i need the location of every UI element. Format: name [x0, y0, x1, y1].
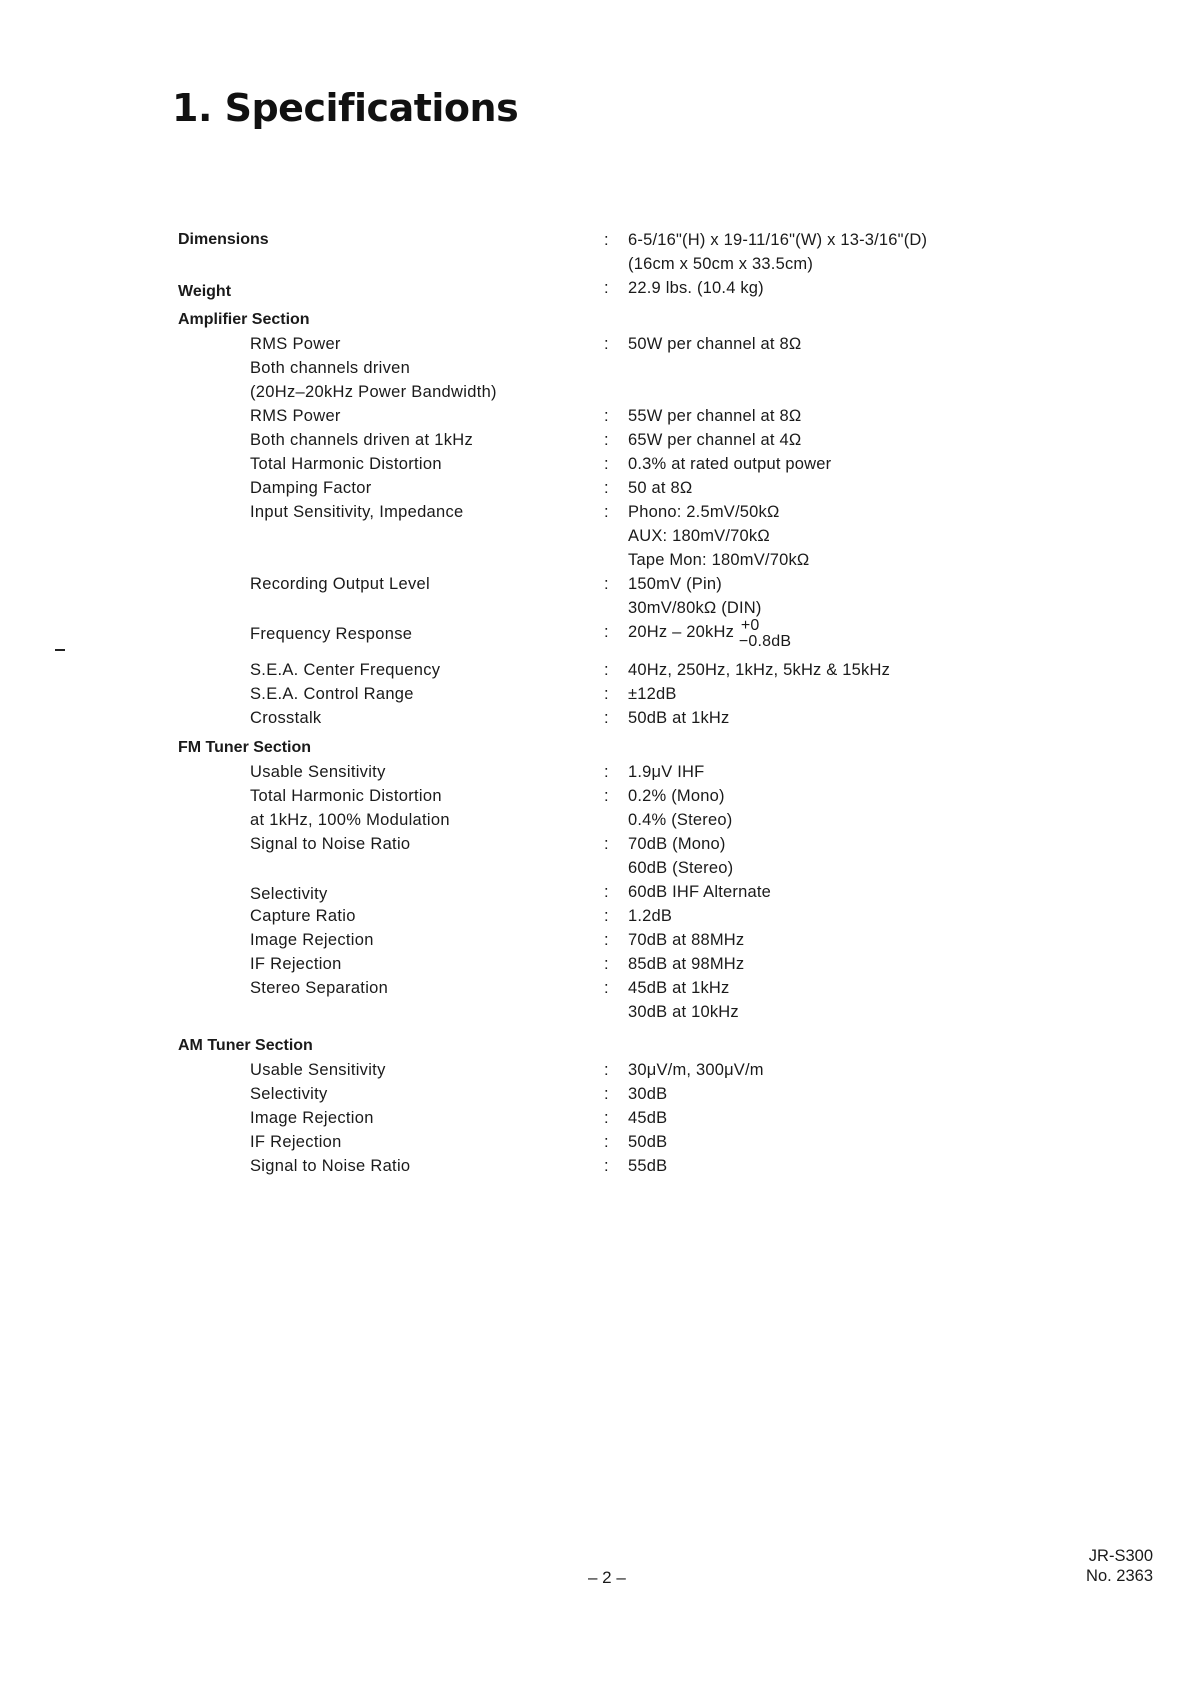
spec-label: S.E.A. Center Frequency: [250, 661, 441, 679]
spec-label: Signal to Noise Ratio: [250, 1157, 411, 1175]
spec-row-dimensions-cont: [0, 252, 1191, 276]
section-heading-am: [0, 1034, 1191, 1058]
spec-row: [0, 976, 1191, 1000]
spec-row: [0, 1106, 1191, 1130]
colon-separator: :: [604, 931, 609, 949]
spec-row: [0, 928, 1191, 952]
spec-value: 22.9 lbs. (10.4 kg): [628, 279, 764, 297]
spec-label: Frequency Response: [250, 625, 413, 643]
spec-row: [0, 596, 1191, 620]
spec-row: [0, 1082, 1191, 1106]
spec-label: (20Hz–20kHz Power Bandwidth): [250, 383, 497, 401]
colon-separator: :: [604, 763, 609, 781]
colon-separator: :: [604, 1109, 609, 1127]
spec-row: [0, 1058, 1191, 1082]
spec-label: IF Rejection: [250, 1133, 342, 1151]
spec-value: 6-5/16"(H) x 19-11/16"(W) x 13-3/16"(D): [628, 231, 928, 249]
spec-value: 60dB IHF Alternate: [628, 883, 772, 901]
colon-separator: :: [604, 623, 609, 641]
spec-value: [628, 617, 799, 650]
page-title: 1. Specifications: [172, 86, 519, 130]
spec-row: [0, 524, 1191, 548]
colon-separator: :: [604, 503, 609, 521]
spec-value: 30dB at 10kHz: [628, 1003, 739, 1021]
colon-separator: :: [604, 661, 609, 679]
spec-label: Usable Sensitivity: [250, 1061, 386, 1079]
freq-tolerance: [738, 617, 799, 650]
colon-separator: :: [604, 955, 609, 973]
spec-value: 85dB at 98MHz: [628, 955, 745, 973]
spec-value: 0.2% (Mono): [628, 787, 725, 805]
spec-label: Total Harmonic Distortion: [250, 787, 442, 805]
spec-label: Selectivity: [250, 885, 328, 903]
spec-value: 0.4% (Stereo): [628, 811, 733, 829]
margin-mark: [55, 649, 65, 651]
spec-label: IF Rejection: [250, 955, 342, 973]
spec-value: 30dB: [628, 1085, 668, 1103]
spec-row: [0, 476, 1191, 500]
spec-value: Phono: 2.5mV/50kΩ: [628, 503, 780, 521]
spec-row: [0, 1154, 1191, 1178]
colon-separator: :: [604, 979, 609, 997]
spec-row: [0, 880, 1191, 904]
spec-label: Stereo Separation: [250, 979, 389, 997]
spec-value: 55W per channel at 8Ω: [628, 407, 802, 425]
spec-row: [0, 760, 1191, 784]
spec-value: 55dB: [628, 1157, 668, 1175]
spec-row: [0, 904, 1191, 928]
specifications-table: [0, 228, 1191, 1178]
section-heading: FM Tuner Section: [178, 739, 312, 756]
section-heading: Amplifier Section: [178, 311, 310, 328]
freq-range: 20Hz – 20kHz: [628, 623, 735, 641]
spec-label: Capture Ratio: [250, 907, 356, 925]
spec-label: Image Rejection: [250, 931, 374, 949]
spec-label: Input Sensitivity, Impedance: [250, 503, 464, 521]
spec-value: ±12dB: [628, 685, 677, 703]
colon-separator: :: [604, 479, 609, 497]
spec-value: 30μV/m, 300μV/m: [628, 1061, 764, 1079]
spec-label: Total Harmonic Distortion: [250, 455, 442, 473]
colon-separator: :: [604, 407, 609, 425]
spec-value: 0.3% at rated output power: [628, 455, 832, 473]
spec-row: [0, 332, 1191, 356]
spec-label: Weight: [178, 283, 232, 300]
spec-label: Crosstalk: [250, 709, 322, 727]
colon-separator: :: [604, 907, 609, 925]
colon-separator: :: [604, 431, 609, 449]
spec-row: [0, 784, 1191, 808]
spec-row: [0, 500, 1191, 524]
spec-row: [0, 1130, 1191, 1154]
spec-value: 45dB: [628, 1109, 668, 1127]
spec-row: [0, 572, 1191, 596]
spec-row-dimensions: [0, 228, 1191, 252]
spec-label: RMS Power: [250, 407, 341, 425]
colon-separator: :: [604, 231, 609, 249]
spec-row: [0, 952, 1191, 976]
colon-separator: :: [604, 709, 609, 727]
spec-value: (16cm x 50cm x 33.5cm): [628, 255, 814, 273]
spec-value: AUX: 180mV/70kΩ: [628, 527, 770, 545]
spec-label: at 1kHz, 100% Modulation: [250, 811, 450, 829]
spec-row: [0, 404, 1191, 428]
spec-label: Dimensions: [178, 231, 269, 248]
spec-value: 50dB: [628, 1133, 668, 1151]
spec-value: 1.2dB: [628, 907, 673, 925]
model-name: JR-S300: [1088, 1547, 1153, 1565]
freq-tolerance-upper: +0: [740, 617, 760, 634]
freq-tolerance-lower: −0.8dB: [738, 633, 792, 650]
colon-separator: :: [604, 455, 609, 473]
spec-label: Damping Factor: [250, 479, 372, 497]
spec-row: [0, 658, 1191, 682]
spec-value: 1.9μV IHF: [628, 763, 705, 781]
colon-separator: :: [604, 883, 609, 901]
spec-row-frequency: [0, 617, 1191, 658]
spec-value: Tape Mon: 180mV/70kΩ: [628, 551, 810, 569]
spec-label: Selectivity: [250, 1085, 328, 1103]
section-heading: AM Tuner Section: [178, 1037, 313, 1054]
colon-separator: :: [604, 685, 609, 703]
spec-row: [0, 380, 1191, 404]
spec-label: Signal to Noise Ratio: [250, 835, 411, 853]
spec-label: S.E.A. Control Range: [250, 685, 414, 703]
spec-value: 50 at 8Ω: [628, 479, 693, 497]
spec-row: [0, 856, 1191, 880]
spec-row: [0, 682, 1191, 706]
model-info: [1086, 1546, 1153, 1586]
colon-separator: :: [604, 1157, 609, 1175]
spec-label: RMS Power: [250, 335, 341, 353]
spec-row: [0, 356, 1191, 380]
spec-value: 70dB (Mono): [628, 835, 726, 853]
spec-label: Usable Sensitivity: [250, 763, 386, 781]
spec-row-weight: [0, 276, 1191, 300]
colon-separator: :: [604, 1133, 609, 1151]
spec-label: Both channels driven: [250, 359, 411, 377]
spec-value: 50W per channel at 8Ω: [628, 335, 802, 353]
spec-value: 50dB at 1kHz: [628, 709, 730, 727]
spec-value: 40Hz, 250Hz, 1kHz, 5kHz & 15kHz: [628, 661, 891, 679]
spec-value: 65W per channel at 4Ω: [628, 431, 802, 449]
spec-value: 150mV (Pin): [628, 575, 722, 593]
colon-separator: :: [604, 1061, 609, 1079]
model-number: No. 2363: [1086, 1567, 1153, 1585]
colon-separator: :: [604, 335, 609, 353]
spec-label: Both channels driven at 1kHz: [250, 431, 474, 449]
spec-label: Recording Output Level: [250, 575, 430, 593]
spec-label: Image Rejection: [250, 1109, 374, 1127]
spec-value: 60dB (Stereo): [628, 859, 734, 877]
colon-separator: :: [604, 835, 609, 853]
spec-row: [0, 548, 1191, 572]
section-heading-amplifier: [0, 308, 1191, 332]
spec-row: [0, 706, 1191, 730]
spec-value: 70dB at 88MHz: [628, 931, 745, 949]
spec-row: [0, 452, 1191, 476]
spec-row: [0, 808, 1191, 832]
spec-row: [0, 428, 1191, 452]
spec-row: [0, 832, 1191, 856]
colon-separator: :: [604, 279, 609, 297]
section-heading-fm: [0, 736, 1191, 760]
spec-value: 30mV/80kΩ (DIN): [628, 599, 762, 617]
colon-separator: :: [604, 1085, 609, 1103]
colon-separator: :: [604, 787, 609, 805]
colon-separator: :: [604, 575, 609, 593]
spec-value: 45dB at 1kHz: [628, 979, 730, 997]
spec-row: [0, 1000, 1191, 1024]
page-number: – 2 –: [588, 1568, 626, 1587]
